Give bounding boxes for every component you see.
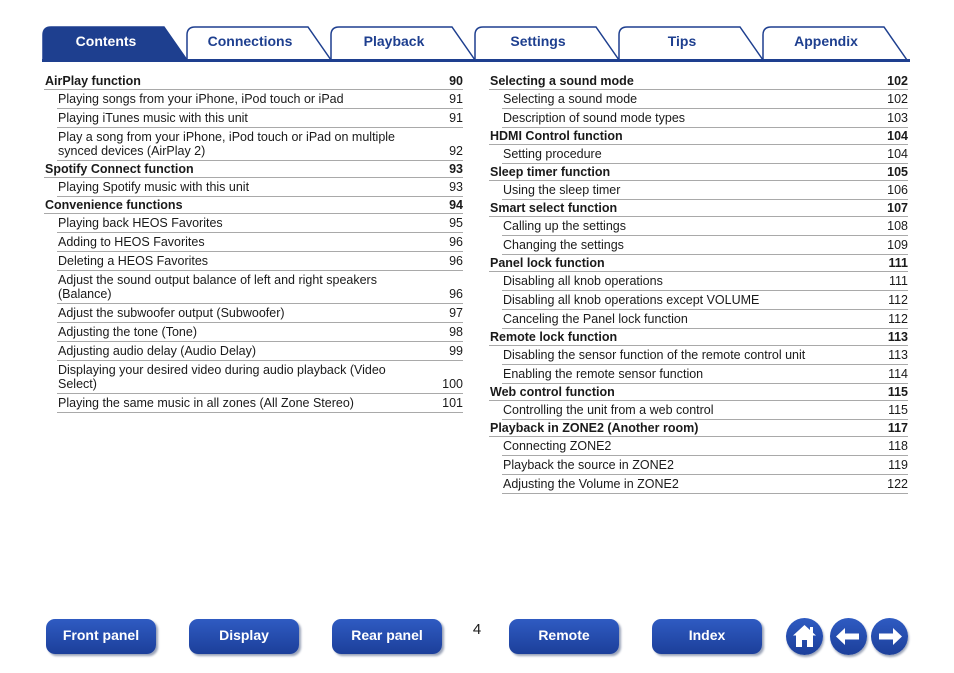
toc-entry-title: Spotify Connect function — [45, 162, 194, 176]
toc-entry-title: Description of sound mode types — [503, 111, 686, 125]
toc-page-number: 115 — [888, 403, 908, 417]
tab-tips[interactable] — [618, 26, 764, 60]
page-number: 4 — [472, 621, 482, 638]
toc-entry-title: Adjusting the tone (Tone) — [58, 325, 197, 339]
toc-entry[interactable] — [57, 323, 463, 342]
toc-section-heading[interactable] — [489, 384, 908, 401]
toc-entry-title: Controlling the unit from a web control — [503, 403, 714, 417]
toc-entry-title: Using the sleep timer — [503, 183, 621, 197]
toc-entry-title: Connecting ZONE2 — [503, 439, 612, 453]
toc-entry[interactable] — [57, 178, 463, 197]
toc-entry-title: AirPlay function — [45, 74, 141, 88]
toc-page-number: 101 — [442, 396, 463, 410]
toc-entry-title: HDMI Control function — [490, 129, 623, 143]
toc-page-number: 106 — [887, 183, 908, 197]
tab-label: Playback — [363, 33, 425, 49]
tab-bar-underline — [42, 59, 910, 62]
toc-section-heading[interactable] — [489, 329, 908, 346]
toc-page-number: 93 — [449, 180, 463, 194]
tab-label: Appendix — [794, 33, 858, 49]
tab-label: Contents — [75, 33, 137, 49]
toc-page-number: 91 — [449, 92, 463, 106]
toc-entry-title: Sleep timer function — [490, 165, 611, 179]
toc-section-heading[interactable] — [489, 200, 908, 217]
toc-entry-title: Selecting a sound mode — [503, 92, 638, 106]
toc-entry-title: Convenience functions — [45, 198, 183, 212]
toc-page-number: 107 — [887, 201, 908, 215]
toc-section-heading[interactable] — [489, 420, 908, 437]
toc-page-number: 103 — [887, 111, 908, 125]
arrow-right-icon — [871, 618, 908, 655]
toc-page-number: 122 — [887, 477, 908, 491]
tab-label: Connections — [207, 33, 293, 49]
toc-entry[interactable] — [57, 214, 463, 233]
tab-contents[interactable] — [42, 26, 188, 60]
toc-page-number: 96 — [449, 287, 463, 301]
toc-entry[interactable] — [502, 365, 908, 384]
toc-entry-title: Panel lock function — [490, 256, 605, 270]
toc-section-heading[interactable] — [489, 128, 908, 145]
toc-page-number: 114 — [888, 367, 908, 381]
toc-entry[interactable] — [502, 109, 908, 128]
toc-entry-title: Adjusting audio delay (Audio Delay) — [58, 344, 257, 358]
toc-entry-title: Playing iTunes music with this unit — [58, 111, 248, 125]
home-button[interactable] — [786, 618, 823, 655]
home-icon — [786, 618, 823, 655]
toc-entry-title: Remote lock function — [490, 330, 618, 344]
toc-entry[interactable] — [57, 342, 463, 361]
toc-section-heading[interactable] — [489, 164, 908, 181]
toc-page-number: 90 — [449, 74, 463, 88]
toc-entry[interactable] — [57, 252, 463, 271]
toc-section-heading[interactable] — [44, 161, 463, 178]
toc-entry-title: Displaying your desired video during audio playback (Video Select) — [58, 363, 386, 391]
toc-entry[interactable] — [502, 181, 908, 200]
arrow-left-icon — [830, 618, 867, 655]
index-button[interactable]: Index — [652, 619, 762, 654]
front-panel-button[interactable]: Front panel — [46, 619, 156, 654]
toc-entry[interactable] — [57, 90, 463, 109]
toc-entry-title: Playing the same music in all zones (All Zone Stereo) — [58, 396, 354, 410]
toc-entry-title: Enabling the remote sensor function — [503, 367, 704, 381]
toc-entry-title: Playing Spotify music with this unit — [58, 180, 250, 194]
toc-entry[interactable] — [502, 291, 908, 310]
toc-page-number: 91 — [449, 111, 463, 125]
toc-page-number: 96 — [449, 235, 463, 249]
toc-entry-title: Smart select function — [490, 201, 618, 215]
toc-section-heading[interactable] — [489, 73, 908, 90]
toc-entry-title: Setting procedure — [503, 147, 602, 161]
tab-playback[interactable] — [330, 26, 476, 60]
toc-page-number: 97 — [449, 306, 463, 320]
toc-entry[interactable] — [57, 128, 463, 161]
toc-entry-title: Web control function — [490, 385, 615, 399]
toc-entry-title: Play a song from your iPhone, iPod touch or iPad on multiple synced devices (AirPlay 2) — [58, 130, 395, 158]
toc-page-number: 95 — [449, 216, 463, 230]
toc-entry[interactable] — [57, 271, 463, 304]
toc-entry-title: Deleting a HEOS Favorites — [58, 254, 209, 268]
toc-entry-title: Playing back HEOS Favorites — [58, 216, 223, 230]
toc-entry-title: Calling up the settings — [503, 219, 626, 233]
toc-page-number: 115 — [887, 385, 908, 399]
toc-page-number: 104 — [887, 147, 908, 161]
toc-entry-title: Canceling the Panel lock function — [503, 312, 688, 326]
toc-page-number: 119 — [888, 458, 908, 472]
toc-page-number: 99 — [449, 344, 463, 358]
remote-button[interactable]: Remote — [509, 619, 619, 654]
toc-entry[interactable] — [502, 272, 908, 291]
toc-section-heading[interactable] — [44, 73, 463, 90]
forward-button[interactable] — [871, 618, 908, 655]
toc-entry[interactable] — [502, 475, 908, 494]
toc-entry[interactable] — [57, 233, 463, 252]
toc-page-number: 102 — [887, 92, 908, 106]
toc-left-column — [44, 73, 463, 413]
toc-entry[interactable] — [502, 145, 908, 164]
tab-settings[interactable] — [474, 26, 620, 60]
tab-label: Settings — [510, 33, 566, 49]
toc-page-number: 112 — [888, 312, 908, 326]
toc-entry[interactable] — [502, 236, 908, 255]
tab-appendix[interactable] — [762, 26, 908, 60]
toc-entry-title: Adjust the sound output balance of left and right speakers (Balance) — [58, 273, 377, 301]
toc-entry[interactable] — [57, 304, 463, 323]
toc-entry[interactable] — [502, 217, 908, 236]
toc-entry-title: Playing songs from your iPhone, iPod touch or iPad — [58, 92, 344, 106]
tab-bar — [42, 26, 910, 62]
toc-page-number: 113 — [887, 330, 908, 344]
toc-entry-title: Playback in ZONE2 (Another room) — [490, 421, 699, 435]
toc-entry-title: Adjusting the Volume in ZONE2 — [503, 477, 679, 491]
toc-page-number: 98 — [449, 325, 463, 339]
toc-entry-title: Disabling the sensor function of the remote control unit — [503, 348, 806, 362]
toc-entry[interactable] — [502, 437, 908, 456]
toc-page-number: 104 — [887, 129, 908, 143]
toc-page-number: 92 — [449, 144, 463, 158]
toc-page-number: 105 — [887, 165, 908, 179]
toc-page-number: 93 — [449, 162, 463, 176]
toc-page-number: 118 — [888, 439, 908, 453]
toc-entry[interactable] — [502, 90, 908, 109]
toc-entry[interactable] — [502, 346, 908, 365]
toc-entry-title: Changing the settings — [503, 238, 624, 252]
toc-page-number: 111 — [888, 274, 908, 288]
toc-page-number: 112 — [888, 293, 908, 307]
toc-page-number: 94 — [449, 198, 463, 212]
toc-entry-title: Selecting a sound mode — [490, 74, 634, 88]
toc-page-number: 113 — [888, 348, 908, 362]
toc-entry-title: Playback the source in ZONE2 — [503, 458, 674, 472]
toc-page-number: 100 — [442, 377, 463, 391]
toc-right-column — [489, 73, 908, 494]
toc-entry[interactable] — [502, 401, 908, 420]
toc-entry[interactable] — [57, 394, 463, 413]
toc-page-number: 102 — [887, 74, 908, 88]
rear-panel-button[interactable]: Rear panel — [332, 619, 442, 654]
tab-label: Tips — [667, 33, 697, 49]
toc-entry[interactable] — [502, 456, 908, 475]
toc-page-number: 117 — [887, 421, 908, 435]
toc-page-number: 111 — [888, 256, 908, 270]
toc-entry-title: Adjust the subwoofer output (Subwoofer) — [58, 306, 285, 320]
display-button[interactable]: Display — [189, 619, 299, 654]
toc-page-number: 96 — [449, 254, 463, 268]
toc-entry-title: Disabling all knob operations except VOLUME — [503, 293, 760, 307]
toc-page-number: 109 — [887, 238, 908, 252]
toc-section-heading[interactable] — [489, 255, 908, 272]
toc-entry-title: Disabling all knob operations — [503, 274, 663, 288]
toc-entry[interactable] — [57, 361, 463, 394]
tab-connections[interactable] — [186, 26, 332, 60]
toc-entry[interactable] — [57, 109, 463, 128]
toc-entry[interactable] — [502, 310, 908, 329]
toc-page-number: 108 — [887, 219, 908, 233]
back-button[interactable] — [830, 618, 867, 655]
toc-entry-title: Adding to HEOS Favorites — [58, 235, 205, 249]
toc-section-heading[interactable] — [44, 197, 463, 214]
